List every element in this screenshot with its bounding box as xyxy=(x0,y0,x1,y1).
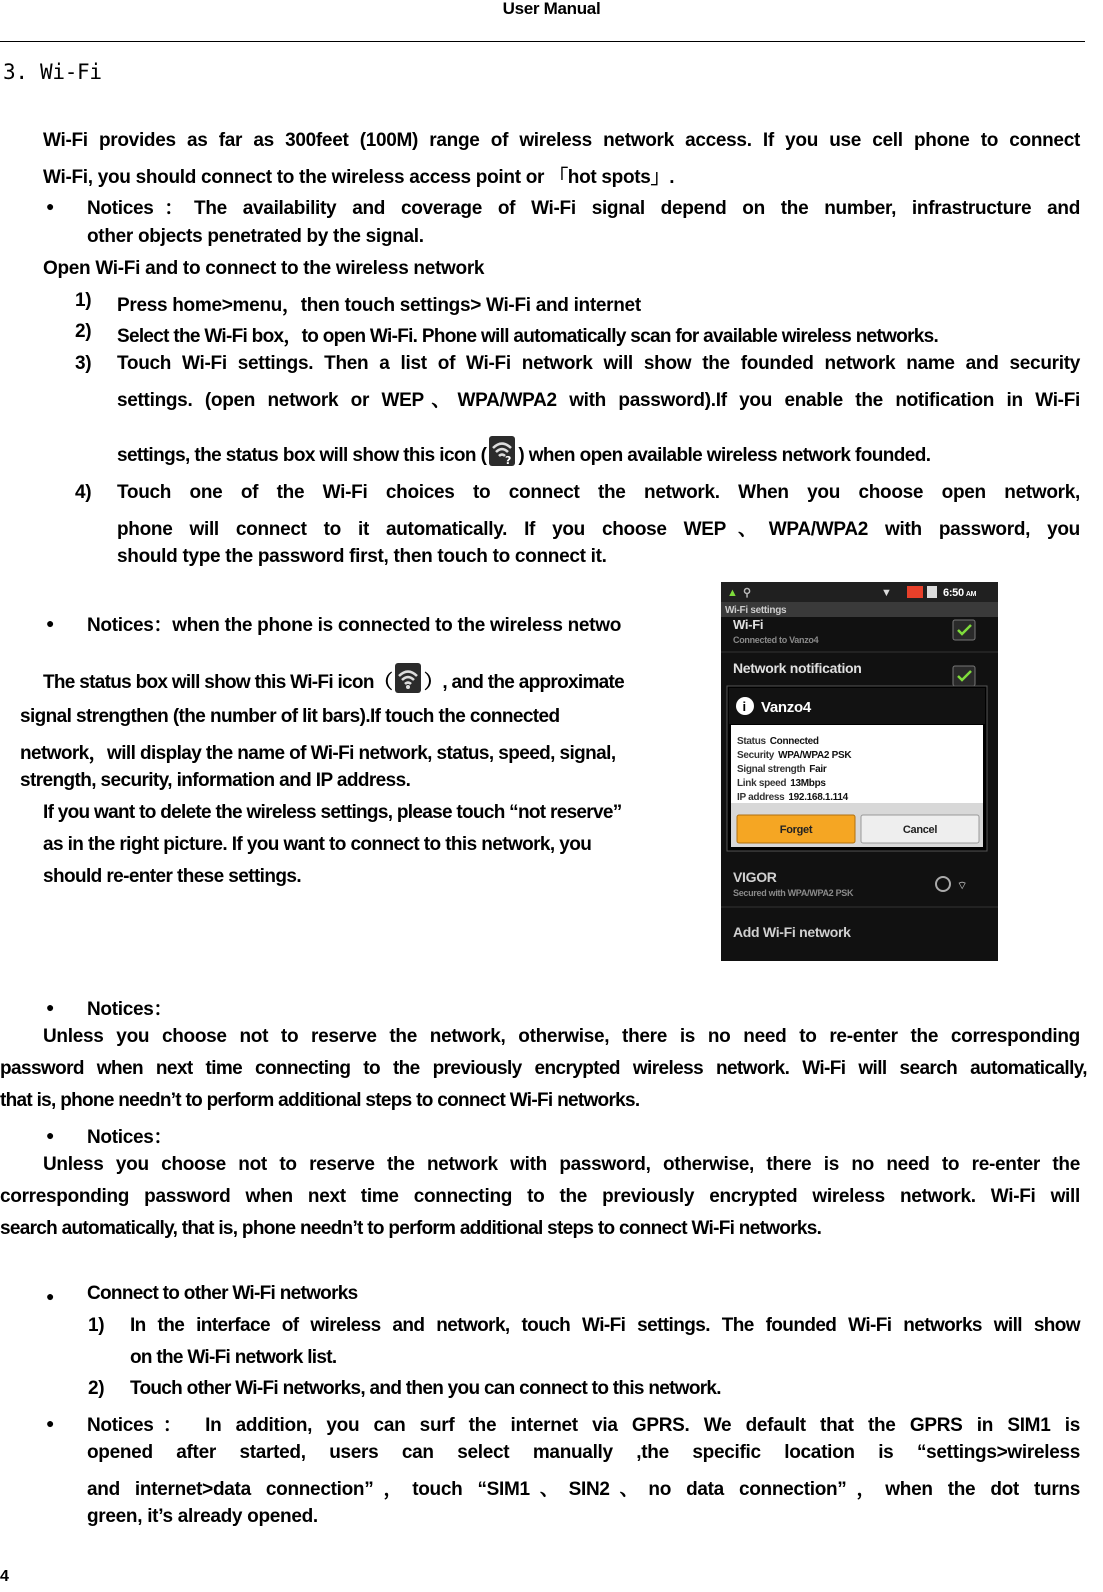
bullet-dot: ● xyxy=(46,1415,55,1431)
detail-row: Security WPA/WPA2 PSK xyxy=(737,750,852,761)
wifi-signal-icon: ⌔ xyxy=(957,880,968,892)
phone-screenshot xyxy=(721,582,998,961)
bullet-dot: ● xyxy=(46,1127,55,1143)
notice2-line-5: strength, security, information and IP address. xyxy=(20,770,411,791)
dialog-title: Vanzo4 xyxy=(761,699,811,716)
notice1-line-1: Notices：The availability and coverage of Wi-Fi signal depend on the number, infrastructure and xyxy=(87,198,1080,219)
network-notification-label: Network notification xyxy=(733,660,862,676)
sim-icon xyxy=(927,586,937,598)
notice3-line-1: Unless you choose not to reserve the network, otherwise, there is no need to re-enter the corresponding xyxy=(43,1026,1080,1047)
wifi-settings-title: Wi-Fi settings xyxy=(725,605,787,616)
notice3-line-2: password when next time connecting to the previously encrypted wireless network. Wi-Fi will search automatically, xyxy=(0,1058,1087,1079)
step-2-text: Select the Wi-Fi box，to open Wi-Fi. Phone will automatically scan for available wireless networks. xyxy=(117,326,939,347)
notice5-line-4: green, it’s already opened. xyxy=(87,1506,318,1527)
step-3-line-3 xyxy=(117,435,930,467)
notice2-line-6: If you want to delete the wireless settings, please touch “not reserve” xyxy=(43,802,622,823)
connect-other-title: Connect to other Wi-Fi networks xyxy=(87,1283,358,1304)
detail-row: Signal strength Fair xyxy=(737,764,827,775)
notice3-title: Notices： xyxy=(87,999,173,1020)
header-divider xyxy=(0,41,1085,42)
step-number: 1) xyxy=(88,1315,105,1336)
step-3-line-1: Touch Wi-Fi settings. Then a list of Wi-Fi network will show the founded network name and security xyxy=(117,353,1080,374)
step-number: 3) xyxy=(75,353,92,374)
bullet-dot: ● xyxy=(46,1288,55,1304)
page-header-title: User Manual xyxy=(502,0,601,18)
notice4-line-2: corresponding password when next time connecting to the previously encrypted wireless network. Wi-Fi will xyxy=(0,1186,1080,1207)
notice2-line-2 xyxy=(43,662,624,694)
step-number: 2) xyxy=(75,321,92,342)
step-number: 4) xyxy=(75,482,92,503)
section-title: 3. Wi-Fi xyxy=(3,60,102,84)
notice2-line-3: signal strengthen (the number of lit bars).If touch the connected xyxy=(20,706,560,727)
step-4-line-2: phone will connect to it automatically. If you choose WEP、WPA/WPA2 with password, you xyxy=(117,519,1080,540)
bullet-dot: ● xyxy=(46,198,55,214)
notice4-title: Notices： xyxy=(87,1127,173,1148)
notice2-line-1: Notices：when the phone is connected to the wireless netwo xyxy=(87,615,621,636)
notice2-line-4: network，will display the name of Wi-Fi network, status, speed, signal, xyxy=(20,743,616,764)
notice2-line-8: should re-enter these settings. xyxy=(43,866,302,887)
add-wifi-network[interactable]: Add Wi-Fi network xyxy=(733,924,851,940)
svg-text:i: i xyxy=(742,699,746,714)
notice2-line-7: as in the right picture. If you want to connect to this network, you xyxy=(43,834,592,855)
notice4-line-3: search automatically, that is, phone needn’t to perform additional steps to connect Wi-Fi networks. xyxy=(0,1218,822,1239)
connect-step-2-text: Touch other Wi-Fi networks, and then you can connect to this network. xyxy=(130,1378,721,1399)
svg-text:Forget: Forget xyxy=(779,824,813,836)
vigor-network-sub: Secured with WPA/WPA2 PSK xyxy=(733,888,854,898)
step-3-line-2: settings. (open network or WEP、WPA/WPA2 with password).If you enable the notification in Wi-Fi xyxy=(117,390,1080,411)
wifi-notification-icon xyxy=(488,435,516,467)
bullet-dot: ● xyxy=(46,615,55,631)
battery-icon xyxy=(907,586,923,598)
connect-step-1-line-2: on the Wi-Fi network list. xyxy=(130,1347,337,1368)
status-time-value: 6:50 xyxy=(943,587,964,599)
step-number: 1) xyxy=(75,290,92,311)
notice5-line-3: and internet>data connection”，touch “SIM1、SIN2、no data connection”，when the dot turns xyxy=(87,1479,1080,1500)
connect-step-1-line-1: In the interface of wireless and network, touch Wi-Fi settings. The founded Wi-Fi networks will show xyxy=(130,1315,1080,1336)
step-3-line-3b: ) when open available wireless network founded. xyxy=(518,445,931,466)
notification-checkbox[interactable] xyxy=(953,666,975,686)
notice2-line-2b: ）, and the approximate xyxy=(424,672,625,693)
status-time-suffix: AM xyxy=(965,591,977,598)
wifi-row-sub: Connected to Vanzo4 xyxy=(733,635,819,645)
signal-icon: ▼ xyxy=(881,587,892,599)
intro-line-1: Wi-Fi provides as far as 300feet (100M) range of wireless network access. If you use cell phone to connect xyxy=(43,130,1080,151)
step-number: 2) xyxy=(88,1378,105,1399)
notice4-line-1: Unless you choose not to reserve the network with password, otherwise, there is no need to re-enter the xyxy=(43,1154,1080,1175)
detail-row: IP address 192.168.1.114 xyxy=(737,792,848,803)
vigor-network-name: VIGOR xyxy=(733,869,777,885)
notice5-line-1: Notices： In addition, you can surf the internet via GPRS. We default that the GPRS in SIM1 is xyxy=(87,1415,1080,1436)
wifi-checkbox[interactable] xyxy=(953,620,975,640)
usb-icon: ⚲ xyxy=(743,587,751,599)
page-number: 4 xyxy=(0,1568,9,1585)
detail-row: Link speed 13Mbps xyxy=(737,778,826,789)
notice2-line-2a: The status box will show this Wi-Fi icon（ xyxy=(43,672,393,693)
step-4-line-3: should type the password first, then touch to connect it. xyxy=(117,546,607,567)
bullet-dot: ● xyxy=(46,999,55,1015)
step-1-text: Press home>menu，then touch settings> Wi-Fi and internet xyxy=(117,295,641,316)
android-status-icon: ▲ xyxy=(727,587,738,599)
notice3-line-3: that is, phone needn’t to perform additional steps to connect Wi-Fi networks. xyxy=(0,1090,640,1111)
step-4-line-1: Touch one of the Wi-Fi choices to connect the network. When you choose open network, xyxy=(117,482,1080,503)
wifi-status-icon xyxy=(394,662,422,694)
step-3-line-3a: settings, the status box will show this icon ( xyxy=(117,445,487,466)
notice1-line-2: other objects penetrated by the signal. xyxy=(87,226,424,247)
wifi-row-label: Wi-Fi xyxy=(733,617,764,632)
detail-row: Status Connected xyxy=(737,736,819,747)
open-wifi-heading: Open Wi-Fi and to connect to the wireless network xyxy=(43,258,485,279)
svg-text:Cancel: Cancel xyxy=(902,824,938,836)
intro-line-2: Wi-Fi, you should connect to the wireless access point or 「hot spots」. xyxy=(43,167,675,188)
svg-text:?: ? xyxy=(505,454,512,467)
notice5-line-2: opened after started, users can select manually ,the specific location is “settings>wireless xyxy=(87,1442,1080,1463)
